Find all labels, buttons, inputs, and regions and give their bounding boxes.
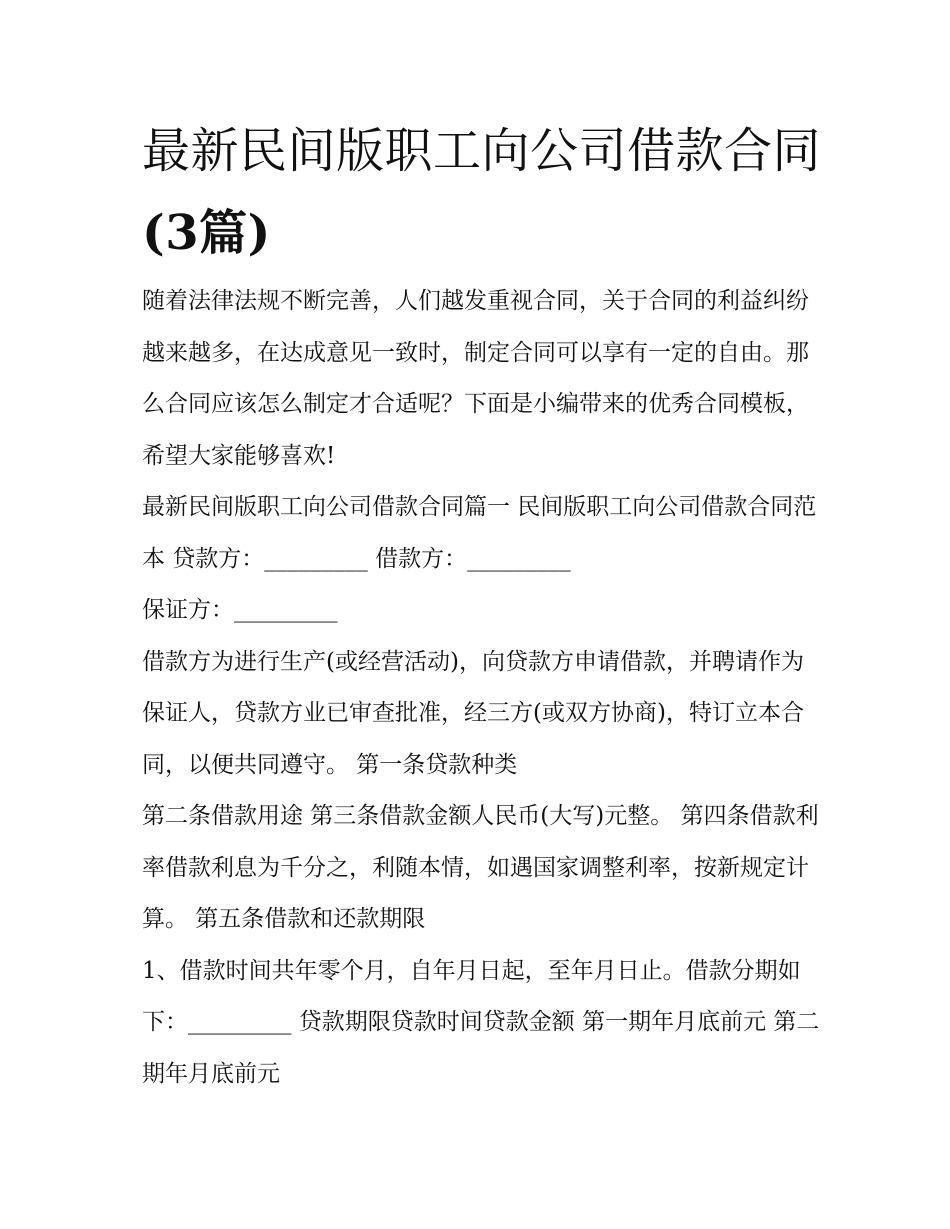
paragraph-parties: 最新民间版职工向公司借款合同篇一 民间版职工向公司借款合同范本 贷款方：_________ 借款方：_________ [142, 494, 817, 572]
title-count: (3篇) [142, 205, 271, 261]
paragraph-intro: 随着法律法规不断完善，人们越发重视合同，关于合同的利益纠纷越来越多，在达成意见一致时，制定合同可以享有一定的自由。那么合同应该怎么制定才合适呢？下面是小编带来的优秀合同模板，希望大家能够喜欢! [142, 288, 809, 469]
document-title: 最新民间版职工向公司借款合同(3篇) [142, 123, 822, 261]
paragraph-preamble: 借款方为进行生产(或经营活动)，向贷款方申请借款，并聘请作为保证人，贷款方业已审查批准，经三方(或双方协商)，特订立本合同，以便共同遵守。 第一条贷款种类 [142, 648, 804, 778]
document-body [142, 276, 822, 1100]
paragraph-guarantor: 保证方：_________ [142, 597, 338, 623]
paragraph-term: 1、借款时间共年零个月，自年月日起，至年月日止。借款分期如下：_________ 贷款期限贷款时间贷款金额 第一期年月底前元 第二期年月底前元 [142, 957, 820, 1087]
paragraph-articles: 第二条借款用途 第三条借款金额人民币(大写)元整。 第四条借款利率借款利息为千分之，利随本情，如遇国家调整利率，按新规定计算。 第五条借款和还款期限 [142, 803, 819, 932]
